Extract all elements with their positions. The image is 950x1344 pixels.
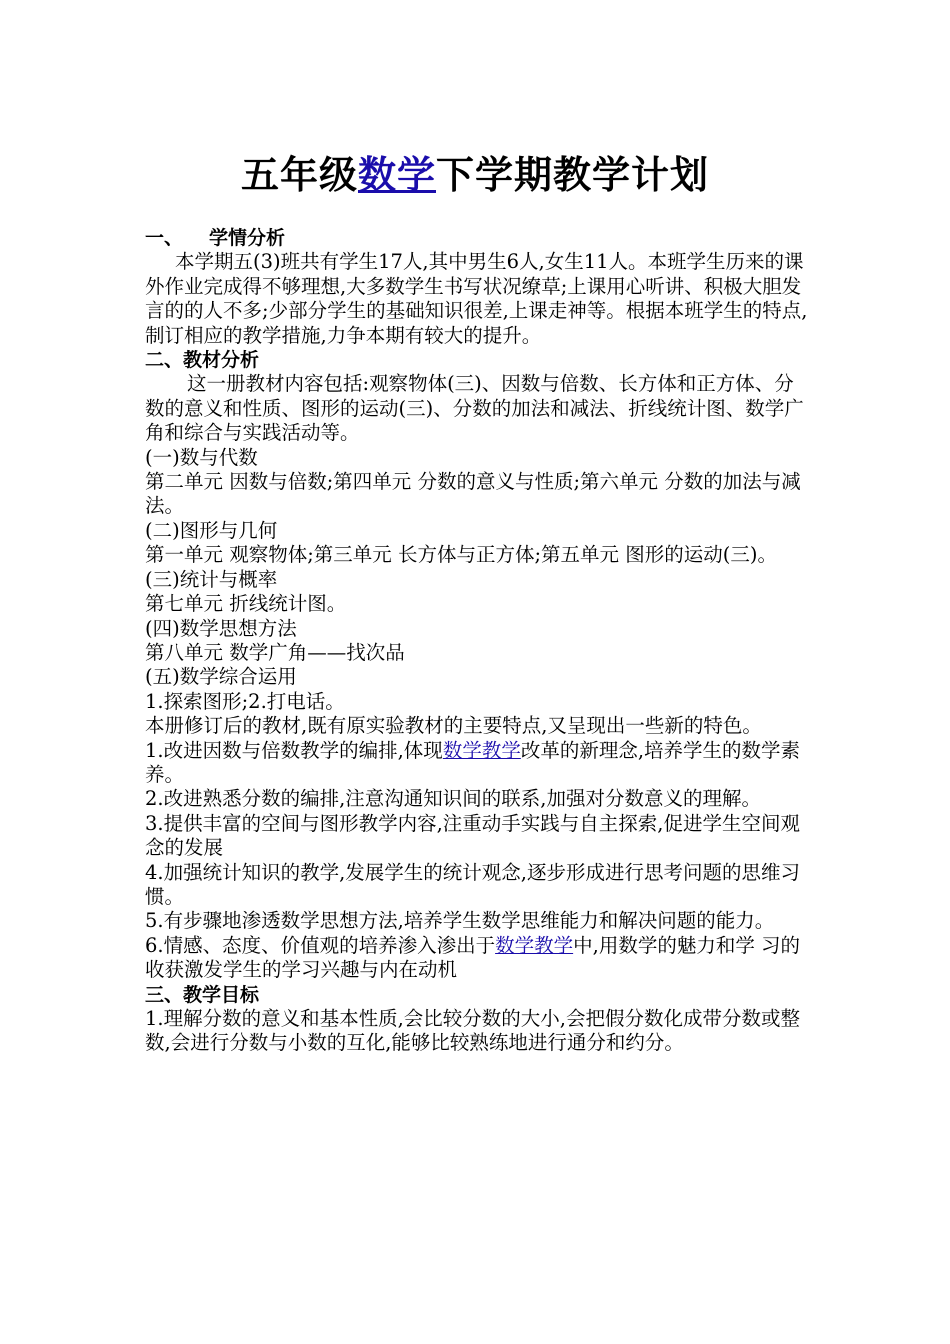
paragraph-features-intro: 本册修订后的教材,既有原实验教材的主要特点,又呈现出一些新的特色。 xyxy=(145,714,762,738)
section-heading-3: 三、教学目标 xyxy=(145,983,260,1006)
feature-item-4: 4.加强统计知识的教学,发展学生的统计观念,逐步形成进行思考问题的思维习惯。 xyxy=(145,860,801,908)
title-suffix: 下学期教学计划 xyxy=(436,153,710,197)
section-title-1: 学情分析 xyxy=(209,227,286,249)
subheading-geometry: (二)图形与几何 xyxy=(145,518,278,542)
feature-item-6 xyxy=(145,934,810,983)
feature-item-3: 3.提供丰富的空间与图形教学内容,注重动手实践与自主探索,促进学生空间观念的发展 xyxy=(145,811,801,860)
title-prefix: 五年级 xyxy=(240,153,358,197)
subheading-number-algebra: (一)数与代数 xyxy=(145,445,258,469)
document-body xyxy=(145,226,810,1056)
paragraph-math-thinking: 第八单元 数学广角——找次品 xyxy=(145,640,405,664)
math-teaching-link-1[interactable]: 数学教学 xyxy=(442,738,521,762)
feature-item-2: 2.改进熟悉分数的编排,注意沟通知识间的联系,加强对分数意义的理解。 xyxy=(145,787,762,811)
feature-item-5: 5.有步骤地渗透数学思想方法,培养学生数学思维能力和解决问题的能力。 xyxy=(145,909,775,933)
math-teaching-link-2[interactable]: 数学教学 xyxy=(495,933,574,957)
subheading-math-thinking: (四)数学思想方法 xyxy=(145,616,297,640)
paragraph-geometry: 第一单元 观察物体;第三单元 长方体与正方体;第五单元 图形的运动(三)。 xyxy=(145,543,777,567)
paragraph-textbook-analysis: 这一册教材内容包括:观察物体(三)、因数与倍数、长方体和正方体、分数的意义和性质、图形的运动(三)、分数的加法和减法、折线统计图、数学广角和综合与实践活动等。 xyxy=(145,372,804,445)
paragraph-student-analysis: 本学期五(3)班共有学生17人,其中男生6人,女生11人。本班学生历来的课外作业完成得不够理想,大多数学生书写状况缭草;上课用心听讲、积极大胆发言的的人不多;少部分学生的基础知识很差,上课走神等。根据本班学生的特点,制订相应的教学措施,力争本期有较大的提升。 xyxy=(145,250,808,347)
section-number-1: 一、 xyxy=(145,227,184,249)
goal-item-1: 1.理解分数的意义和基本性质,会比较分数的大小,会把假分数化成带分数或整数,会进行分数与小数的互化,能够比较熟练地进行通分和约分。 xyxy=(145,1007,801,1055)
subheading-math-application: (五)数学综合运用 xyxy=(145,665,297,689)
feature-item-1 xyxy=(145,739,810,788)
paragraph-statistics: 第七单元 折线统计图。 xyxy=(145,592,347,616)
feature-6-text-a: 6.情感、态度、价值观的培养渗入渗出于 xyxy=(145,933,496,957)
paragraph-number-algebra: 第二单元 因数与倍数;第四单元 分数的意义与性质;第六单元 分数的加法与减法。 xyxy=(145,470,801,518)
feature-1-text-b: 改革的新理念,培养学生的数学素养。 xyxy=(145,738,801,786)
paragraph-math-application: 1.探索图形;2.打电话。 xyxy=(145,689,345,713)
page-title xyxy=(0,148,950,202)
feature-6-text-b: 中,用数学的魅力和学 习的收获激发学生的学习兴趣与内在动机 xyxy=(145,933,801,982)
section-heading-2: 二、教材分析 xyxy=(145,349,260,372)
section-heading-1 xyxy=(145,226,810,250)
subheading-statistics: (三)统计与概率 xyxy=(145,567,278,591)
feature-1-text-a: 1.改进因数与倍数教学的编排,体现 xyxy=(145,738,443,762)
title-math-link[interactable]: 数学 xyxy=(357,153,436,197)
